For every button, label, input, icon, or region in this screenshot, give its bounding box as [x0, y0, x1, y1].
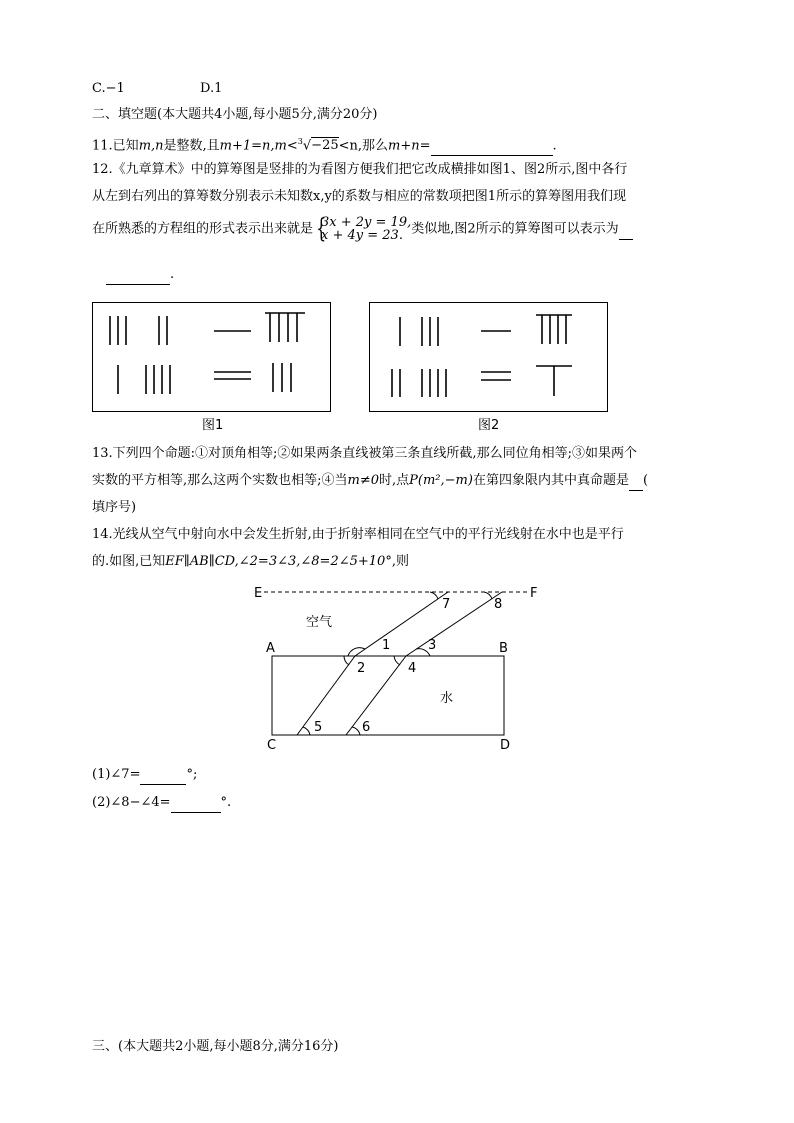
label-angle-4: 4: [408, 661, 417, 676]
answer-blank-11[interactable]: [431, 137, 553, 156]
answer-blank-14-2[interactable]: [171, 794, 221, 813]
figure-2-caption: 图2: [478, 418, 500, 433]
question-13-line2: 实数的平方相等,那么这两个实数也相等;④当m≠0时,点P(m²,−m)在第四象限内其中真命题是 (: [92, 472, 648, 491]
option-c: C.−1: [92, 81, 125, 96]
question-13-line3: 填序号): [92, 500, 137, 515]
options-line: [92, 80, 223, 98]
question-12-line2: 从左到右列出的算筹数分别表示未知数x,y的系数与相应的常数项把图1所示的算筹图用我们现: [92, 189, 627, 204]
label-d: D: [500, 738, 511, 753]
question-14-sub2: (2)∠8−∠4= °.: [92, 794, 231, 813]
radicand: −25: [311, 138, 339, 154]
section3-heading: 三、(本大题共2小题,每小题8分,满分16分): [92, 1039, 339, 1054]
label-angle-3: 3: [428, 638, 437, 653]
label-water: 水: [440, 691, 454, 706]
label-air: 空气: [306, 615, 333, 630]
figure-2-box: [369, 302, 608, 412]
refraction-diagram: [240, 578, 550, 758]
figure-2-rods: [370, 303, 607, 411]
equation-system: { 3x + 2y = 19, x + 4y = 23.: [316, 214, 412, 244]
section2-heading: 二、填空题(本大题共4小题,每小题5分,满分20分): [92, 107, 378, 122]
label-a: A: [266, 641, 275, 656]
figure-1-box: [92, 302, 331, 412]
label-f: F: [530, 586, 538, 601]
question-13-line1: 13.下列四个命题:①对顶角相等;②如果两条直线被第三条直线所截,那么同位角相等;③如果两个: [92, 446, 637, 461]
question-14-line2: 的.如图,已知EF∥AB∥CD,∠2=3∠3,∠8=2∠5+10°,则: [92, 554, 409, 569]
question-14-sub1: (1)∠7= °;: [92, 766, 197, 785]
label-c: C: [267, 738, 277, 753]
label-angle-2: 2: [357, 661, 366, 676]
answer-blank-12a[interactable]: [619, 221, 633, 240]
figure-1-rods: [93, 303, 330, 411]
question-11: 11.已知m,n是整数,且m+1=n,m<$^3$√−25<n,那么m+n= .: [92, 133, 557, 156]
question-12-line4: .: [106, 266, 174, 285]
figure-1-caption: 图1: [202, 418, 224, 433]
radical-sign: √: [302, 138, 312, 154]
equation-1: 3x + 2y = 19,: [321, 215, 412, 230]
option-d: D.1: [200, 81, 223, 96]
equation-2: x + 4y = 23.: [321, 228, 403, 243]
question-14-line1: 14.光线从空气中射向水中会发生折射,由于折射率相同在空气中的平行光线射在水中也是平行: [92, 527, 624, 542]
answer-blank-13[interactable]: [629, 472, 643, 491]
label-e: E: [254, 586, 263, 601]
ray-2-water: [346, 656, 406, 735]
answer-blank-14-1[interactable]: [140, 766, 186, 785]
label-angle-6: 6: [362, 720, 371, 735]
question-12-line3: 在所熟悉的方程组的形式表示出来就是 { 3x + 2y = 19, x + 4y = 23. 类似地,图2所示的算筹图可以表示为: [92, 216, 633, 242]
answer-blank-12b[interactable]: [106, 266, 170, 285]
label-b: B: [499, 641, 508, 656]
label-angle-5: 5: [314, 720, 323, 735]
ray-2-air: [406, 592, 502, 656]
label-angle-8: 8: [494, 597, 503, 612]
label-angle-7: 7: [442, 597, 451, 612]
question-12-line1: 12.《九章算术》中的算筹图是竖排的为看图方便我们把它改成横排如图1、图2所示,图中各行: [92, 162, 628, 177]
ray-1-water: [297, 656, 355, 735]
label-angle-1: 1: [382, 638, 391, 653]
water-rectangle: [272, 656, 504, 735]
